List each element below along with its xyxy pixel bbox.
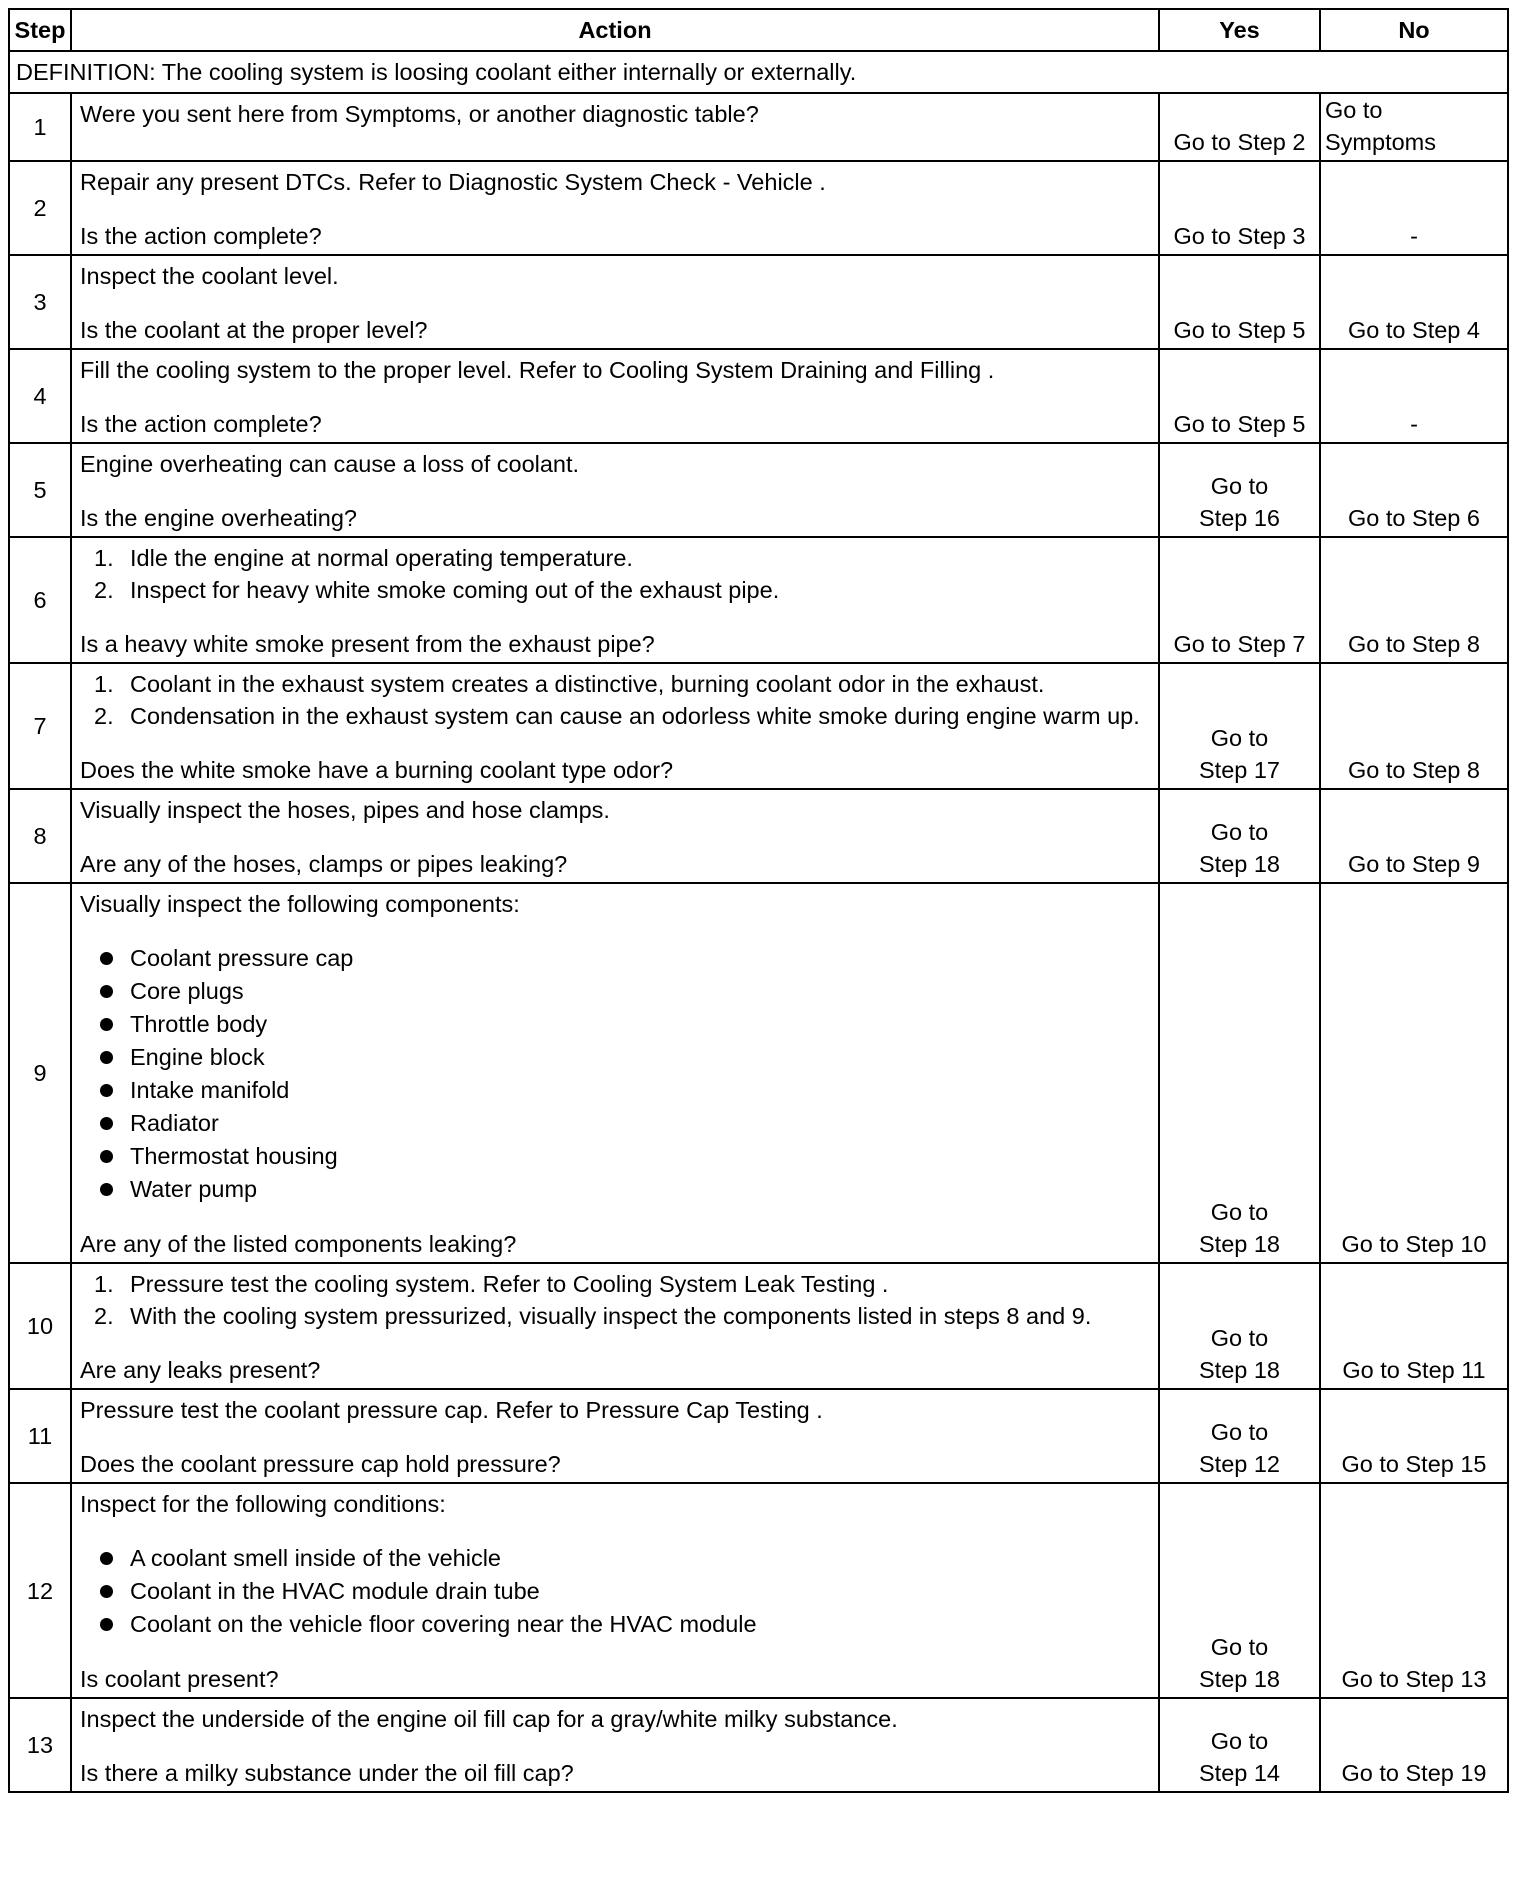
action-instruction: Inspect the coolant level. — [80, 263, 339, 289]
action-cell — [71, 663, 1159, 789]
action-question: Are any leaks present? — [80, 1357, 321, 1383]
step-number: 6 — [9, 537, 71, 663]
step-number: 5 — [9, 443, 71, 537]
bullet-item: Throttle body — [80, 1008, 1150, 1041]
item-number: 1. — [94, 545, 114, 571]
table-row — [9, 789, 1508, 883]
step-number: 4 — [9, 349, 71, 443]
numbered-list — [80, 1268, 1150, 1332]
numbered-item-text: Coolant in the exhaust system creates a distinctive, burning coolant odor in the exhaust. — [130, 671, 1045, 697]
no-result: Go to Step 13 — [1320, 1483, 1508, 1698]
table-row — [9, 161, 1508, 255]
no-result: Go to Step 8 — [1320, 537, 1508, 663]
definition-text: DEFINITION: The cooling system is loosing coolant either internally or externally. — [9, 51, 1508, 93]
yes-result: Go to Step 5 — [1159, 255, 1320, 349]
numbered-item-text: Pressure test the cooling system. Refer to Cooling System Leak Testing . — [130, 1271, 889, 1297]
numbered-item-text: Inspect for heavy white smoke coming out of the exhaust pipe. — [130, 577, 780, 603]
bullet-item: Radiator — [80, 1107, 1150, 1140]
action-cell — [71, 443, 1159, 537]
action-question: Does the white smoke have a burning coolant type odor? — [80, 757, 674, 783]
spacer — [80, 1426, 1150, 1448]
spacer — [80, 732, 1150, 754]
header-no: No — [1320, 9, 1508, 51]
item-number: 2. — [94, 577, 114, 603]
action-question: Is the coolant at the proper level? — [80, 317, 428, 343]
diagnostic-table-page — [8, 8, 1509, 1793]
item-number: 2. — [94, 1303, 114, 1329]
action-question: Is coolant present? — [80, 1666, 279, 1692]
bullet-list — [80, 942, 1150, 1206]
action-instruction: Engine overheating can cause a loss of coolant. — [80, 451, 580, 477]
spacer — [80, 198, 1150, 220]
step-number: 13 — [9, 1698, 71, 1792]
action-cell — [71, 93, 1159, 161]
bullet-item: Engine block — [80, 1041, 1150, 1074]
no-result: Go to Symptoms — [1320, 93, 1508, 161]
table-row — [9, 1389, 1508, 1483]
table-row — [9, 255, 1508, 349]
header-row — [9, 9, 1508, 51]
spacer — [80, 606, 1150, 628]
action-instruction: Were you sent here from Symptoms, or another diagnostic table? — [80, 101, 759, 127]
action-question: Is the action complete? — [80, 411, 322, 437]
action-question: Does the coolant pressure cap hold pressure? — [80, 1451, 561, 1477]
action-cell — [71, 255, 1159, 349]
diagnostic-table — [8, 8, 1509, 1793]
spacer — [80, 292, 1150, 314]
bullet-item: Core plugs — [80, 975, 1150, 1008]
numbered-item — [80, 668, 1150, 700]
spacer — [80, 386, 1150, 408]
spacer — [80, 1641, 1150, 1663]
yes-result: Go to Step 12 — [1159, 1389, 1320, 1483]
yes-result: Go to Step 18 — [1159, 1483, 1320, 1698]
action-instruction: Inspect the underside of the engine oil fill cap for a gray/white milky substance. — [80, 1706, 898, 1732]
yes-result: Go to Step 18 — [1159, 789, 1320, 883]
no-result: Go to Step 15 — [1320, 1389, 1508, 1483]
step-number: 8 — [9, 789, 71, 883]
action-question: Are any of the hoses, clamps or pipes leaking? — [80, 851, 568, 877]
table-row — [9, 537, 1508, 663]
numbered-list — [80, 542, 1150, 606]
bullet-list — [80, 1542, 1150, 1641]
action-question: Are any of the listed components leaking? — [80, 1231, 517, 1257]
action-instruction: Visually inspect the hoses, pipes and hose clamps. — [80, 797, 610, 823]
yes-result: Go to Step 14 — [1159, 1698, 1320, 1792]
step-number: 2 — [9, 161, 71, 255]
spacer — [80, 1520, 1150, 1542]
action-instruction: Pressure test the coolant pressure cap. Refer to Pressure Cap Testing . — [80, 1397, 823, 1423]
item-number: 1. — [94, 671, 114, 697]
no-result: Go to Step 8 — [1320, 663, 1508, 789]
table-row — [9, 1698, 1508, 1792]
spacer — [80, 826, 1150, 848]
yes-result: Go to Step 2 — [1159, 93, 1320, 161]
action-cell — [71, 161, 1159, 255]
action-instruction: Fill the cooling system to the proper level. Refer to Cooling System Draining and Filling . — [80, 357, 995, 383]
item-number: 2. — [94, 703, 114, 729]
no-result: Go to Step 6 — [1320, 443, 1508, 537]
numbered-item-text: Condensation in the exhaust system can cause an odorless white smoke during engine warm up. — [130, 703, 1140, 729]
step-number: 1 — [9, 93, 71, 161]
definition-row — [9, 51, 1508, 93]
bullet-item: Intake manifold — [80, 1074, 1150, 1107]
action-cell — [71, 1698, 1159, 1792]
numbered-item-text: Idle the engine at normal operating temperature. — [130, 545, 633, 571]
item-number: 1. — [94, 1271, 114, 1297]
action-question: Is a heavy white smoke present from the exhaust pipe? — [80, 631, 655, 657]
bullet-item: Coolant in the HVAC module drain tube — [80, 1575, 1150, 1608]
step-number: 12 — [9, 1483, 71, 1698]
yes-result: Go to Step 16 — [1159, 443, 1320, 537]
step-number: 7 — [9, 663, 71, 789]
numbered-list — [80, 668, 1150, 732]
action-question: Is the engine overheating? — [80, 505, 357, 531]
header-yes: Yes — [1159, 9, 1320, 51]
action-question: Is the action complete? — [80, 223, 322, 249]
numbered-item — [80, 542, 1150, 574]
action-instruction: Visually inspect the following components: — [80, 891, 520, 917]
action-cell — [71, 349, 1159, 443]
action-cell — [71, 1263, 1159, 1389]
numbered-item — [80, 700, 1150, 732]
table-row — [9, 883, 1508, 1263]
bullet-item: Thermostat housing — [80, 1140, 1150, 1173]
action-cell — [71, 1483, 1159, 1698]
no-result: Go to Step 9 — [1320, 789, 1508, 883]
action-cell — [71, 1389, 1159, 1483]
yes-result: Go to Step 17 — [1159, 663, 1320, 789]
table-row — [9, 1263, 1508, 1389]
step-number: 10 — [9, 1263, 71, 1389]
spacer — [80, 1735, 1150, 1757]
yes-result: Go to Step 18 — [1159, 883, 1320, 1263]
table-row — [9, 1483, 1508, 1698]
no-result: Go to Step 10 — [1320, 883, 1508, 1263]
action-cell — [71, 537, 1159, 663]
spacer — [80, 1206, 1150, 1228]
bullet-item: Coolant on the vehicle floor covering near the HVAC module — [80, 1608, 1150, 1641]
no-result: Go to Step 19 — [1320, 1698, 1508, 1792]
no-result: - — [1320, 349, 1508, 443]
numbered-item-text: With the cooling system pressurized, visually inspect the components listed in steps 8 and 9. — [130, 1303, 1092, 1329]
table-row — [9, 93, 1508, 161]
action-cell — [71, 789, 1159, 883]
yes-result: Go to Step 7 — [1159, 537, 1320, 663]
yes-result: Go to Step 3 — [1159, 161, 1320, 255]
action-instruction: Repair any present DTCs. Refer to Diagnostic System Check - Vehicle . — [80, 169, 826, 195]
table-row — [9, 349, 1508, 443]
bullet-item: Water pump — [80, 1173, 1150, 1206]
bullet-item: Coolant pressure cap — [80, 942, 1150, 975]
step-number: 11 — [9, 1389, 71, 1483]
spacer — [80, 920, 1150, 942]
action-question: Is there a milky substance under the oil fill cap? — [80, 1760, 574, 1786]
action-cell — [71, 883, 1159, 1263]
yes-result: Go to Step 18 — [1159, 1263, 1320, 1389]
no-result: - — [1320, 161, 1508, 255]
step-number: 9 — [9, 883, 71, 1263]
numbered-item — [80, 574, 1150, 606]
no-result: Go to Step 4 — [1320, 255, 1508, 349]
spacer — [80, 480, 1150, 502]
header-step: Step — [9, 9, 71, 51]
action-instruction: Inspect for the following conditions: — [80, 1491, 446, 1517]
header-action: Action — [71, 9, 1159, 51]
no-result: Go to Step 11 — [1320, 1263, 1508, 1389]
bullet-item: A coolant smell inside of the vehicle — [80, 1542, 1150, 1575]
table-row — [9, 663, 1508, 789]
table-row — [9, 443, 1508, 537]
numbered-item — [80, 1300, 1150, 1332]
numbered-item — [80, 1268, 1150, 1300]
spacer — [80, 1332, 1150, 1354]
yes-result: Go to Step 5 — [1159, 349, 1320, 443]
step-number: 3 — [9, 255, 71, 349]
